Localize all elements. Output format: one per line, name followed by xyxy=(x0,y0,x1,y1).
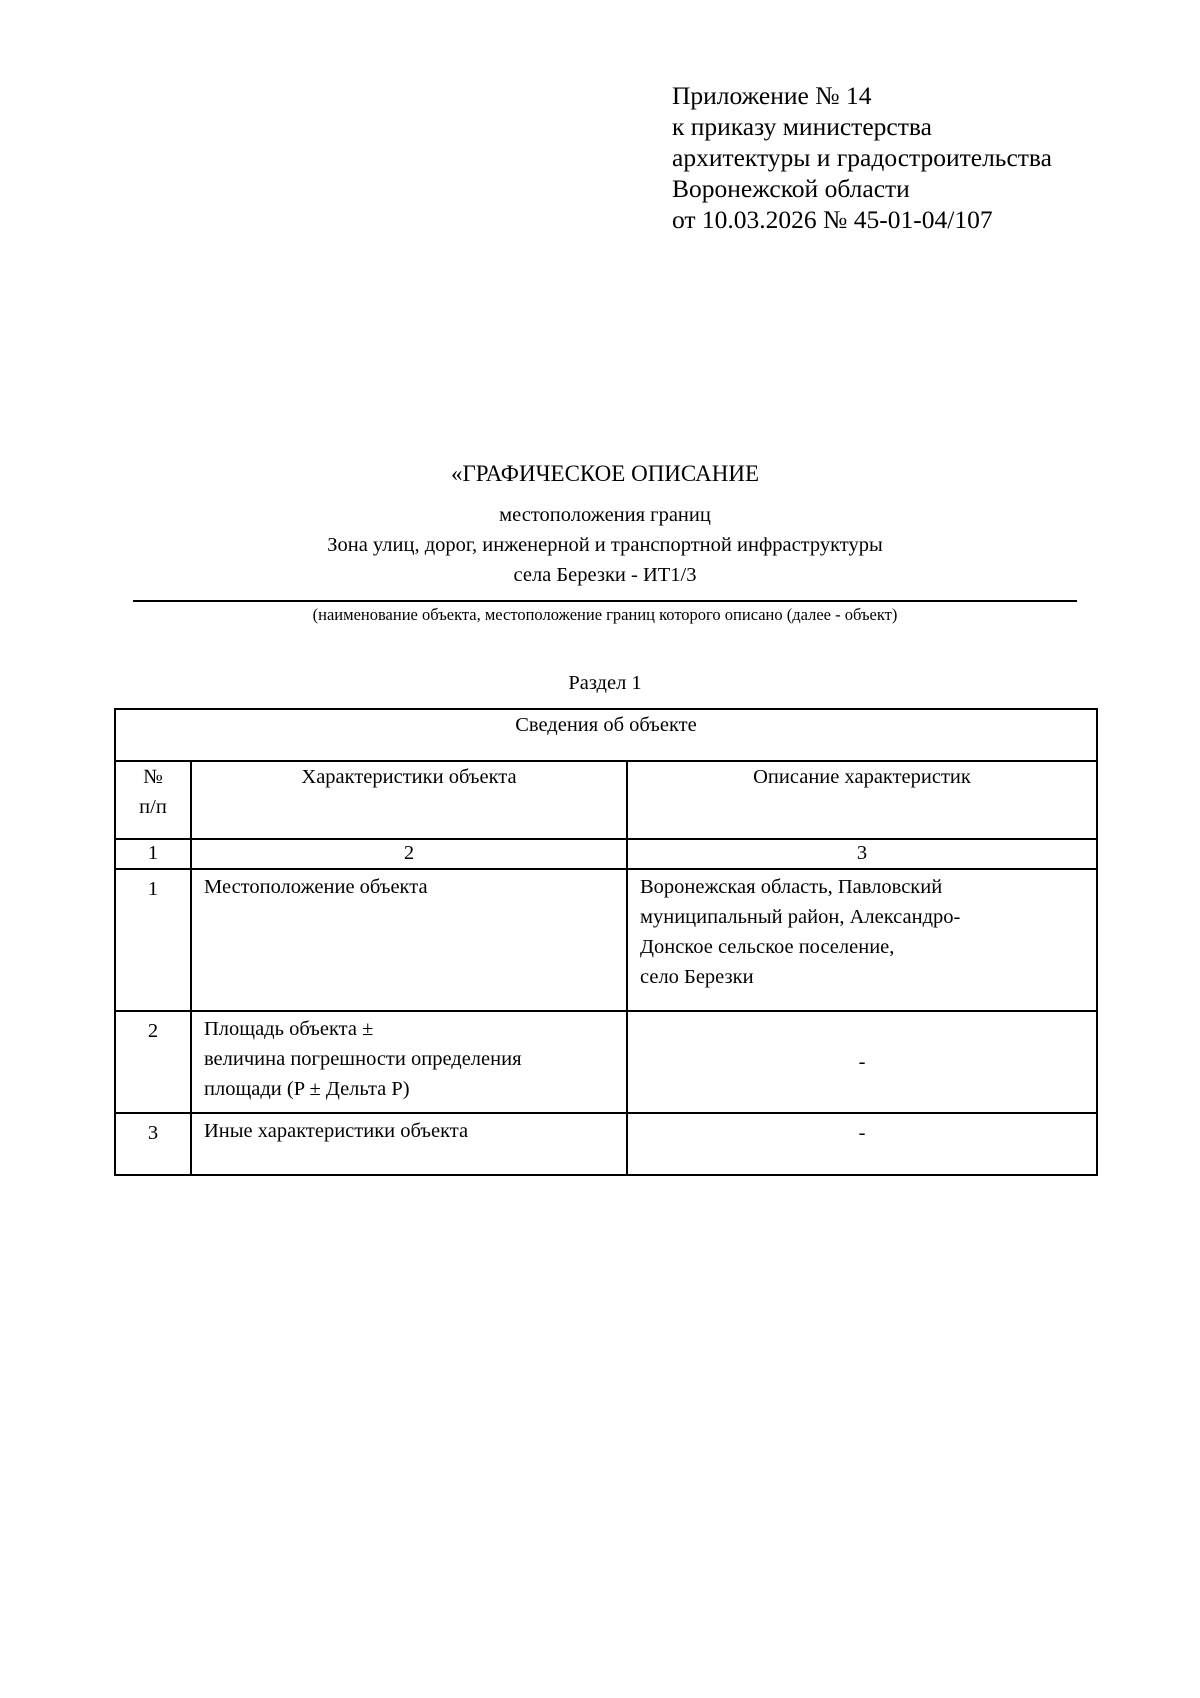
subtitle-line: Зона улиц, дорог, инженерной и транспортной инфраструктуры xyxy=(327,534,883,556)
column-index-row xyxy=(115,839,1097,869)
appendix-reference xyxy=(672,80,1172,235)
characteristic-text: площади (P ± Дельта P) xyxy=(204,1078,410,1100)
section-label: Раздел 1 xyxy=(568,672,642,694)
column-header-number xyxy=(115,761,191,839)
description-line: Донское сельское поселение, xyxy=(640,936,895,958)
appendix-line: к приказу министерства xyxy=(672,112,932,141)
column-header-number-line: № xyxy=(143,766,163,788)
table-row xyxy=(115,869,1097,1011)
table-row xyxy=(115,1113,1097,1175)
table-header-row xyxy=(115,709,1097,761)
description-cell xyxy=(627,869,1097,1011)
row-number: 1 xyxy=(115,869,191,1011)
description-line: село Березки xyxy=(640,966,754,988)
subtitle-line: села Березки - ИТ1/3 xyxy=(513,564,697,586)
description-cell: - xyxy=(627,1011,1097,1113)
object-name-caption: (наименование объекта, местоположение границ которого описано (далее - объект) xyxy=(312,605,898,624)
appendix-line: Приложение № 14 xyxy=(672,81,872,110)
object-info-table xyxy=(114,708,1098,1176)
document-title: «ГРАФИЧЕСКОЕ ОПИСАНИЕ xyxy=(450,461,759,486)
column-index: 2 xyxy=(191,839,627,869)
appendix-line: архитектуры и градостроительства xyxy=(672,143,1052,172)
table-row xyxy=(115,1011,1097,1113)
subtitle-line: местоположения границ xyxy=(499,504,711,526)
column-header-number-line: п/п xyxy=(139,796,167,818)
description-cell: - xyxy=(627,1113,1097,1175)
column-header-characteristics: Характеристики объекта xyxy=(191,761,627,839)
column-index: 3 xyxy=(627,839,1097,869)
table-header: Сведения об объекте xyxy=(115,709,1097,761)
description-line: Воронежская область, Павловский xyxy=(640,876,943,898)
description-line: муниципальный район, Александро- xyxy=(640,906,961,928)
title-block xyxy=(133,460,1077,590)
column-header-description: Описание характеристик xyxy=(627,761,1097,839)
characteristic-text: Местоположение объекта xyxy=(204,876,428,898)
characteristic-text: Иные характеристики объекта xyxy=(204,1120,469,1142)
row-number: 3 xyxy=(115,1113,191,1175)
characteristic-cell xyxy=(191,1113,627,1175)
document-subtitle xyxy=(133,500,1077,590)
column-headers-row xyxy=(115,761,1097,839)
characteristic-text: величина погрешности определения xyxy=(204,1048,522,1070)
characteristic-cell xyxy=(191,869,627,1011)
appendix-line: Воронежской области xyxy=(672,174,910,203)
appendix-line: от 10.03.2026 № 45-01-04/107 xyxy=(672,205,993,234)
row-number: 2 xyxy=(115,1011,191,1113)
title-underline xyxy=(133,600,1077,602)
characteristic-text: Площадь объекта ± xyxy=(204,1018,374,1040)
column-index: 1 xyxy=(115,839,191,869)
characteristic-cell xyxy=(191,1011,627,1113)
